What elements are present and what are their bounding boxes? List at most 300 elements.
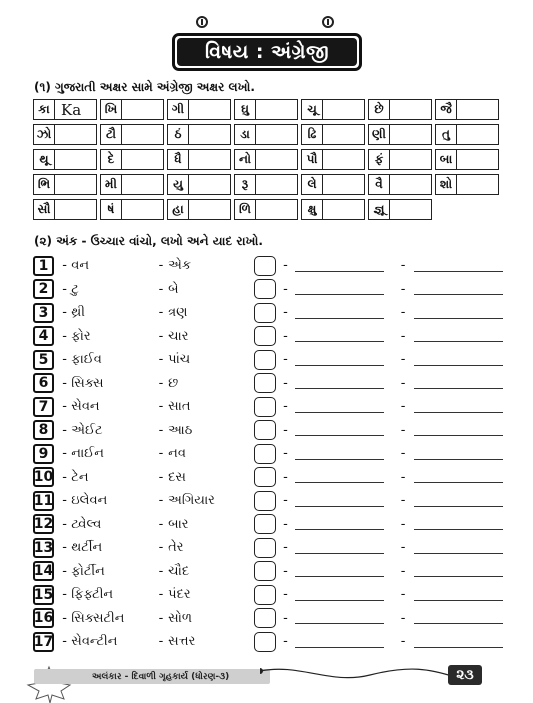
answer-line[interactable]	[414, 377, 503, 389]
number-box: 1	[33, 256, 54, 276]
english-answer-box[interactable]	[323, 149, 365, 170]
pronunciation: સેવન	[71, 399, 100, 415]
grid-cell	[33, 199, 100, 220]
gujarati-letter: ઝો	[33, 124, 55, 145]
binder-rings	[0, 16, 533, 30]
answer-line[interactable]	[414, 636, 503, 648]
separator: -	[283, 328, 288, 344]
separator: -	[400, 305, 406, 321]
grid-cell	[167, 174, 234, 195]
grid-cell	[234, 199, 301, 220]
separator: -	[400, 493, 406, 509]
answer-line[interactable]	[414, 471, 503, 483]
english-answer-box[interactable]	[323, 199, 365, 220]
answer-digit-box[interactable]	[254, 608, 276, 628]
separator: -	[62, 493, 67, 509]
separator: -	[158, 563, 164, 579]
wire-decoration-icon	[260, 665, 460, 695]
gujarati-letter: થૂ	[33, 149, 55, 170]
english-answer-box[interactable]	[55, 199, 97, 220]
list-item	[33, 348, 503, 372]
separator: -	[158, 469, 164, 485]
list-item	[33, 536, 503, 560]
separator: -	[158, 305, 164, 321]
answer-line[interactable]	[414, 354, 503, 366]
gujarati-letter: ઢિ	[301, 124, 323, 145]
answer-digit-box[interactable]	[254, 326, 276, 346]
separator: -	[400, 469, 406, 485]
grid-cell	[33, 99, 100, 120]
english-answer-box[interactable]	[390, 199, 432, 220]
pronunciation: ટ્વેલ્વ	[71, 516, 102, 532]
answer-digit-box[interactable]	[254, 561, 276, 581]
pronunciation: સિક્સ	[71, 375, 104, 391]
separator: -	[283, 281, 288, 297]
answer-line[interactable]	[295, 471, 384, 483]
gujarati-word: પાંચ	[168, 352, 191, 368]
list-item	[33, 607, 503, 631]
grid-row	[33, 199, 503, 220]
grid-cell	[368, 124, 435, 145]
number-box: 7	[33, 397, 54, 417]
grid-cell	[234, 174, 301, 195]
separator: -	[62, 516, 67, 532]
answer-digit-box[interactable]	[254, 514, 276, 534]
english-answer-box[interactable]	[122, 199, 164, 220]
separator: -	[62, 446, 67, 462]
separator: -	[158, 328, 164, 344]
grid-cell	[368, 149, 435, 170]
english-answer-box[interactable]	[390, 149, 432, 170]
separator: -	[283, 587, 288, 603]
answer-digit-box[interactable]	[254, 373, 276, 393]
pronunciation: સેવન્ટીન	[71, 634, 118, 650]
list-item	[33, 583, 503, 607]
english-answer-box[interactable]	[256, 99, 298, 120]
gujarati-letter: ક્ષુ	[301, 199, 323, 220]
number-box: 6	[33, 373, 54, 393]
english-answer-box[interactable]	[55, 124, 97, 145]
answer-digit-box[interactable]	[254, 279, 276, 299]
separator: -	[158, 258, 164, 274]
separator: -	[283, 610, 288, 626]
answer-line[interactable]	[295, 307, 384, 319]
separator: -	[400, 258, 406, 274]
grid-row	[33, 124, 503, 145]
answer-digit-box[interactable]	[254, 303, 276, 323]
english-answer-box[interactable]	[189, 199, 231, 220]
pronunciation: ટેન	[71, 469, 89, 485]
gujarati-letter: નો	[234, 149, 256, 170]
separator: -	[400, 375, 406, 391]
separator: -	[158, 399, 164, 415]
answer-line[interactable]	[414, 330, 503, 342]
grid-row	[33, 99, 503, 120]
gujarati-letter: ળિ	[234, 199, 256, 220]
ring-icon	[322, 16, 334, 28]
pronunciation: ફોર્ટીન	[71, 563, 105, 579]
english-answer-box[interactable]	[122, 149, 164, 170]
separator: -	[158, 281, 164, 297]
gujarati-letter: જ્ઞૂ	[368, 199, 390, 220]
grid-cell	[435, 149, 502, 170]
pronunciation: ઇલેવન	[71, 493, 108, 509]
separator: -	[62, 375, 67, 391]
grid-cell	[167, 199, 234, 220]
list-item	[33, 395, 503, 419]
separator: -	[400, 610, 406, 626]
answer-line[interactable]	[295, 330, 384, 342]
separator: -	[283, 399, 288, 415]
answer-line[interactable]	[295, 589, 384, 601]
separator: -	[283, 634, 288, 650]
grid-cell	[167, 99, 234, 120]
grid-cell	[100, 124, 167, 145]
answer-line[interactable]	[414, 612, 503, 624]
answer-digit-box[interactable]	[254, 397, 276, 417]
answer-line[interactable]	[414, 283, 503, 295]
separator: -	[62, 563, 67, 579]
gujarati-letter: શો	[435, 174, 457, 195]
gujarati-letter: ઘુ	[234, 99, 256, 120]
gujarati-letter: રૂ	[234, 174, 256, 195]
gujarati-word: ત્રણ	[168, 305, 188, 321]
number-box: 8	[33, 420, 54, 440]
number-box: 12	[33, 516, 54, 533]
gujarati-word: છ	[168, 375, 179, 391]
english-answer-box[interactable]	[256, 174, 298, 195]
answer-line[interactable]	[414, 424, 503, 436]
grid-cell	[301, 174, 368, 195]
list-item	[33, 442, 503, 466]
english-answer-box[interactable]	[122, 99, 164, 120]
gujarati-letter: હા	[167, 199, 189, 220]
gujarati-letter: ભિ	[33, 174, 55, 195]
answer-line[interactable]	[295, 495, 384, 507]
separator: -	[62, 587, 67, 603]
gujarati-letter: ફં	[368, 149, 390, 170]
answer-line[interactable]	[295, 518, 384, 530]
gujarati-letter: ચૂ	[301, 99, 323, 120]
section1-instruction: (૧) ગુજરાતી અક્ષર સામે અંગ્રેજી અક્ષર લખો.	[34, 80, 255, 94]
number-box: 3	[33, 303, 54, 323]
separator: -	[283, 493, 288, 509]
separator: -	[62, 634, 67, 650]
answer-line[interactable]	[414, 401, 503, 413]
answer-line[interactable]	[295, 260, 384, 272]
gujarati-letter: દે	[100, 149, 122, 170]
english-answer-box[interactable]	[55, 174, 97, 195]
english-answer-box[interactable]	[256, 149, 298, 170]
grid-cell	[33, 124, 100, 145]
gujarati-word: બે	[168, 281, 179, 297]
gujarati-letter: યુ	[167, 174, 189, 195]
pronunciation: થ્રી	[71, 305, 85, 321]
list-item	[33, 325, 503, 349]
list-item	[33, 489, 503, 513]
footer-band: અલંકાર - દિવાળી ગૃહકાર્ય (ધોરણ-૩)	[34, 669, 270, 684]
answer-line[interactable]	[414, 307, 503, 319]
grid-cell	[301, 149, 368, 170]
answer-line[interactable]	[414, 518, 503, 530]
pronunciation: ફિફ્ટીન	[71, 587, 114, 603]
number-box: 9	[33, 444, 54, 464]
gujarati-word: ચૌદ	[168, 563, 190, 579]
list-item	[33, 372, 503, 396]
gujarati-letter: જૈ	[435, 99, 457, 120]
separator: -	[400, 352, 406, 368]
pronunciation: એઈટ	[71, 422, 103, 438]
gujarati-letter: ડા	[234, 124, 256, 145]
answer-digit-box[interactable]	[254, 256, 276, 276]
grid-cell	[435, 99, 502, 120]
section2-instruction: (૨) અંક - ઉચ્ચાર વાંચો, લખો અને યાદ રાખો.	[34, 234, 263, 248]
pronunciation: ટુ	[71, 281, 79, 297]
gujarati-letter: ગી	[167, 99, 189, 120]
separator: -	[62, 399, 67, 415]
list-item	[33, 560, 503, 584]
separator: -	[283, 469, 288, 485]
grid-cell	[100, 99, 167, 120]
gujarati-letter: છે	[368, 99, 390, 120]
pronunciation: સિક્સટીન	[71, 610, 125, 626]
separator: -	[158, 516, 164, 532]
english-answer-box[interactable]	[457, 99, 499, 120]
separator: -	[62, 281, 67, 297]
grid-cell	[100, 174, 167, 195]
english-answer-box[interactable]	[390, 174, 432, 195]
english-answer-box[interactable]	[189, 174, 231, 195]
english-answer-box[interactable]	[189, 99, 231, 120]
list-item	[33, 301, 503, 325]
gujarati-word: સાત	[168, 399, 191, 415]
list-item	[33, 513, 503, 537]
separator: -	[62, 258, 67, 274]
grid-cell	[301, 199, 368, 220]
english-answer-box[interactable]	[189, 124, 231, 145]
gujarati-letter: ખિ	[100, 99, 122, 120]
english-answer-box[interactable]	[323, 174, 365, 195]
separator: -	[283, 375, 288, 391]
separator: -	[158, 610, 164, 626]
answer-digit-box[interactable]	[254, 467, 276, 487]
answer-line[interactable]	[295, 448, 384, 460]
list-item	[33, 278, 503, 302]
english-answer-box[interactable]: Ka	[55, 99, 97, 120]
ring-icon	[196, 16, 208, 28]
separator: -	[283, 422, 288, 438]
grid-cell	[301, 124, 368, 145]
gujarati-word: પંદર	[168, 587, 191, 603]
separator: -	[62, 469, 67, 485]
separator: -	[400, 446, 406, 462]
gujarati-word: અગિયાર	[168, 493, 215, 509]
answer-digit-box[interactable]	[254, 632, 276, 652]
english-answer-box[interactable]	[457, 149, 499, 170]
separator: -	[400, 587, 406, 603]
gujarati-word: આઠ	[168, 422, 193, 438]
answer-digit-box[interactable]	[254, 491, 276, 511]
gujarati-letter: ઠં	[167, 124, 189, 145]
answer-line[interactable]	[295, 636, 384, 648]
separator: -	[283, 563, 288, 579]
answer-digit-box[interactable]	[254, 350, 276, 370]
gujarati-letter: મી	[100, 174, 122, 195]
separator: -	[158, 587, 164, 603]
grid-cell	[167, 149, 234, 170]
grid-cell	[100, 149, 167, 170]
english-answer-box[interactable]	[122, 174, 164, 195]
separator: -	[62, 610, 67, 626]
english-answer-box[interactable]	[390, 124, 432, 145]
gujarati-word: ચાર	[168, 328, 189, 344]
number-box: 11	[33, 492, 54, 509]
answer-line[interactable]	[414, 565, 503, 577]
number-list	[33, 254, 503, 654]
answer-line[interactable]	[295, 565, 384, 577]
separator: -	[283, 305, 288, 321]
gujarati-letter: કા	[33, 99, 55, 120]
gujarati-letter: ષં	[100, 199, 122, 220]
answer-line[interactable]	[295, 424, 384, 436]
separator: -	[400, 328, 406, 344]
pronunciation: ફાઈવ	[71, 352, 102, 368]
english-answer-box[interactable]	[189, 149, 231, 170]
answer-line[interactable]	[295, 542, 384, 554]
gujarati-letter: પૌ	[301, 149, 323, 170]
separator: -	[283, 352, 288, 368]
separator: -	[62, 305, 67, 321]
separator: -	[400, 540, 406, 556]
answer-line[interactable]	[414, 260, 503, 272]
separator: -	[158, 422, 164, 438]
page-number-badge: ૨૩	[448, 665, 482, 685]
answer-digit-box[interactable]	[254, 538, 276, 558]
separator: -	[400, 422, 406, 438]
gujarati-letter: વૈ	[368, 174, 390, 195]
list-item	[33, 466, 503, 490]
list-item	[33, 630, 503, 654]
answer-digit-box[interactable]	[254, 420, 276, 440]
separator: -	[283, 446, 288, 462]
answer-line[interactable]	[414, 495, 503, 507]
grid-row	[33, 174, 503, 195]
grid-cell	[234, 149, 301, 170]
separator: -	[400, 634, 406, 650]
separator: -	[158, 375, 164, 391]
number-box: 16	[33, 610, 54, 627]
list-item	[33, 419, 503, 443]
separator: -	[283, 516, 288, 532]
gujarati-word: સત્તર	[168, 634, 196, 650]
separator: -	[158, 493, 164, 509]
separator: -	[158, 540, 164, 556]
gujarati-letter: સૌ	[33, 199, 55, 220]
grid-cell	[234, 99, 301, 120]
answer-digit-box[interactable]	[254, 585, 276, 605]
separator: -	[158, 352, 164, 368]
footer	[0, 665, 533, 703]
number-box: 13	[33, 539, 54, 556]
answer-line[interactable]	[295, 401, 384, 413]
number-box: 10	[33, 469, 54, 486]
english-answer-box[interactable]	[256, 199, 298, 220]
english-answer-box[interactable]	[55, 149, 97, 170]
english-answer-box[interactable]	[323, 124, 365, 145]
gujarati-word: એક	[168, 258, 192, 274]
gujarati-word: તેર	[168, 540, 184, 556]
english-answer-box[interactable]	[390, 99, 432, 120]
grid-cell	[435, 124, 502, 145]
answer-line[interactable]	[295, 283, 384, 295]
gujarati-letter: ટૌ	[100, 124, 122, 145]
answer-digit-box[interactable]	[254, 444, 276, 464]
pronunciation: ફોર	[71, 328, 91, 344]
separator: -	[158, 634, 164, 650]
number-box: 15	[33, 586, 54, 603]
gujarati-word: બાર	[168, 516, 189, 532]
english-answer-box[interactable]	[457, 174, 499, 195]
separator: -	[400, 563, 406, 579]
separator: -	[400, 281, 406, 297]
answer-line[interactable]	[414, 589, 503, 601]
grid-cell	[301, 99, 368, 120]
separator: -	[283, 258, 288, 274]
letter-grid	[33, 99, 503, 224]
grid-cell	[368, 99, 435, 120]
separator: -	[283, 540, 288, 556]
grid-cell	[234, 124, 301, 145]
answer-line[interactable]	[295, 612, 384, 624]
title-frame	[172, 33, 362, 71]
gujarati-word: સોળ	[168, 610, 193, 626]
grid-cell	[167, 124, 234, 145]
separator: -	[158, 446, 164, 462]
answer-line[interactable]	[295, 354, 384, 366]
answer-line[interactable]	[295, 377, 384, 389]
separator: -	[400, 399, 406, 415]
gujarati-letter: તુ	[435, 124, 457, 145]
separator: -	[400, 516, 406, 532]
grid-cell	[368, 199, 435, 220]
separator: -	[62, 540, 67, 556]
separator: -	[62, 328, 67, 344]
number-box: 17	[33, 633, 54, 650]
english-answer-box[interactable]	[256, 124, 298, 145]
number-box: 4	[33, 326, 54, 346]
english-answer-box[interactable]	[457, 124, 499, 145]
separator: -	[62, 352, 67, 368]
number-box: 2	[33, 279, 54, 299]
number-box: 5	[33, 350, 54, 370]
grid-cell	[33, 174, 100, 195]
gujarati-letter: લે	[301, 174, 323, 195]
english-answer-box[interactable]	[323, 99, 365, 120]
english-answer-box[interactable]	[122, 124, 164, 145]
grid-cell	[33, 149, 100, 170]
number-box: 14	[33, 563, 54, 580]
grid-cell	[100, 199, 167, 220]
list-item	[33, 254, 503, 278]
gujarati-letter: ણી	[368, 124, 390, 145]
pronunciation: થર્ટીન	[71, 540, 103, 556]
grid-row	[33, 149, 503, 170]
separator: -	[62, 422, 67, 438]
gujarati-word: નવ	[168, 446, 186, 462]
answer-line[interactable]	[414, 448, 503, 460]
gujarati-letter: ધૈ	[167, 149, 189, 170]
answer-line[interactable]	[414, 542, 503, 554]
